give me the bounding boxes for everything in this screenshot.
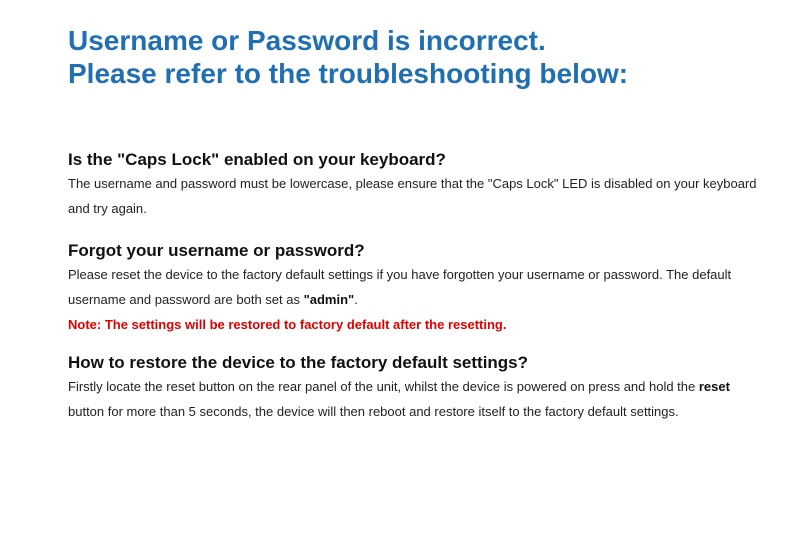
forgot-credentials-answer <box>68 262 768 312</box>
forgot-credentials-section <box>68 240 768 337</box>
caps-lock-question: Is the "Caps Lock" enabled on your keyboard? <box>68 150 446 169</box>
factory-reset-section <box>68 352 768 424</box>
page-title <box>68 24 768 90</box>
reset-warning-note: Note: The settings will be restored to factory default after the resetting. <box>68 317 507 332</box>
page-title-line-2: Please refer to the troubleshooting below: <box>68 58 629 89</box>
default-credentials-value: "admin" <box>303 292 355 307</box>
factory-reset-answer <box>68 374 768 424</box>
factory-reset-question: How to restore the device to the factory default settings? <box>68 353 529 372</box>
factory-reset-answer-text: Firstly locate the reset button on the rear panel of the unit, whilst the device is powered on press and hold the <box>68 379 699 394</box>
caps-lock-section <box>68 149 768 221</box>
forgot-credentials-question: Forgot your username or password? <box>68 241 365 260</box>
factory-reset-answer-end: button for more than 5 seconds, the device will then reboot and restore itself to the factory default settings. <box>68 404 679 419</box>
troubleshooting-page <box>68 24 768 424</box>
forgot-credentials-answer-end: . <box>354 292 358 307</box>
forgot-credentials-answer-text: Please reset the device to the factory default settings if you have forgotten your username or password. The default username and password are both set as <box>68 267 732 307</box>
caps-lock-answer: The username and password must be lowercase, please ensure that the "Caps Lock" LED is disabled on your keyboard and try again. <box>68 176 757 216</box>
reset-button-term: reset <box>698 379 730 394</box>
page-title-line-1: Username or Password is incorrect. <box>68 25 546 56</box>
